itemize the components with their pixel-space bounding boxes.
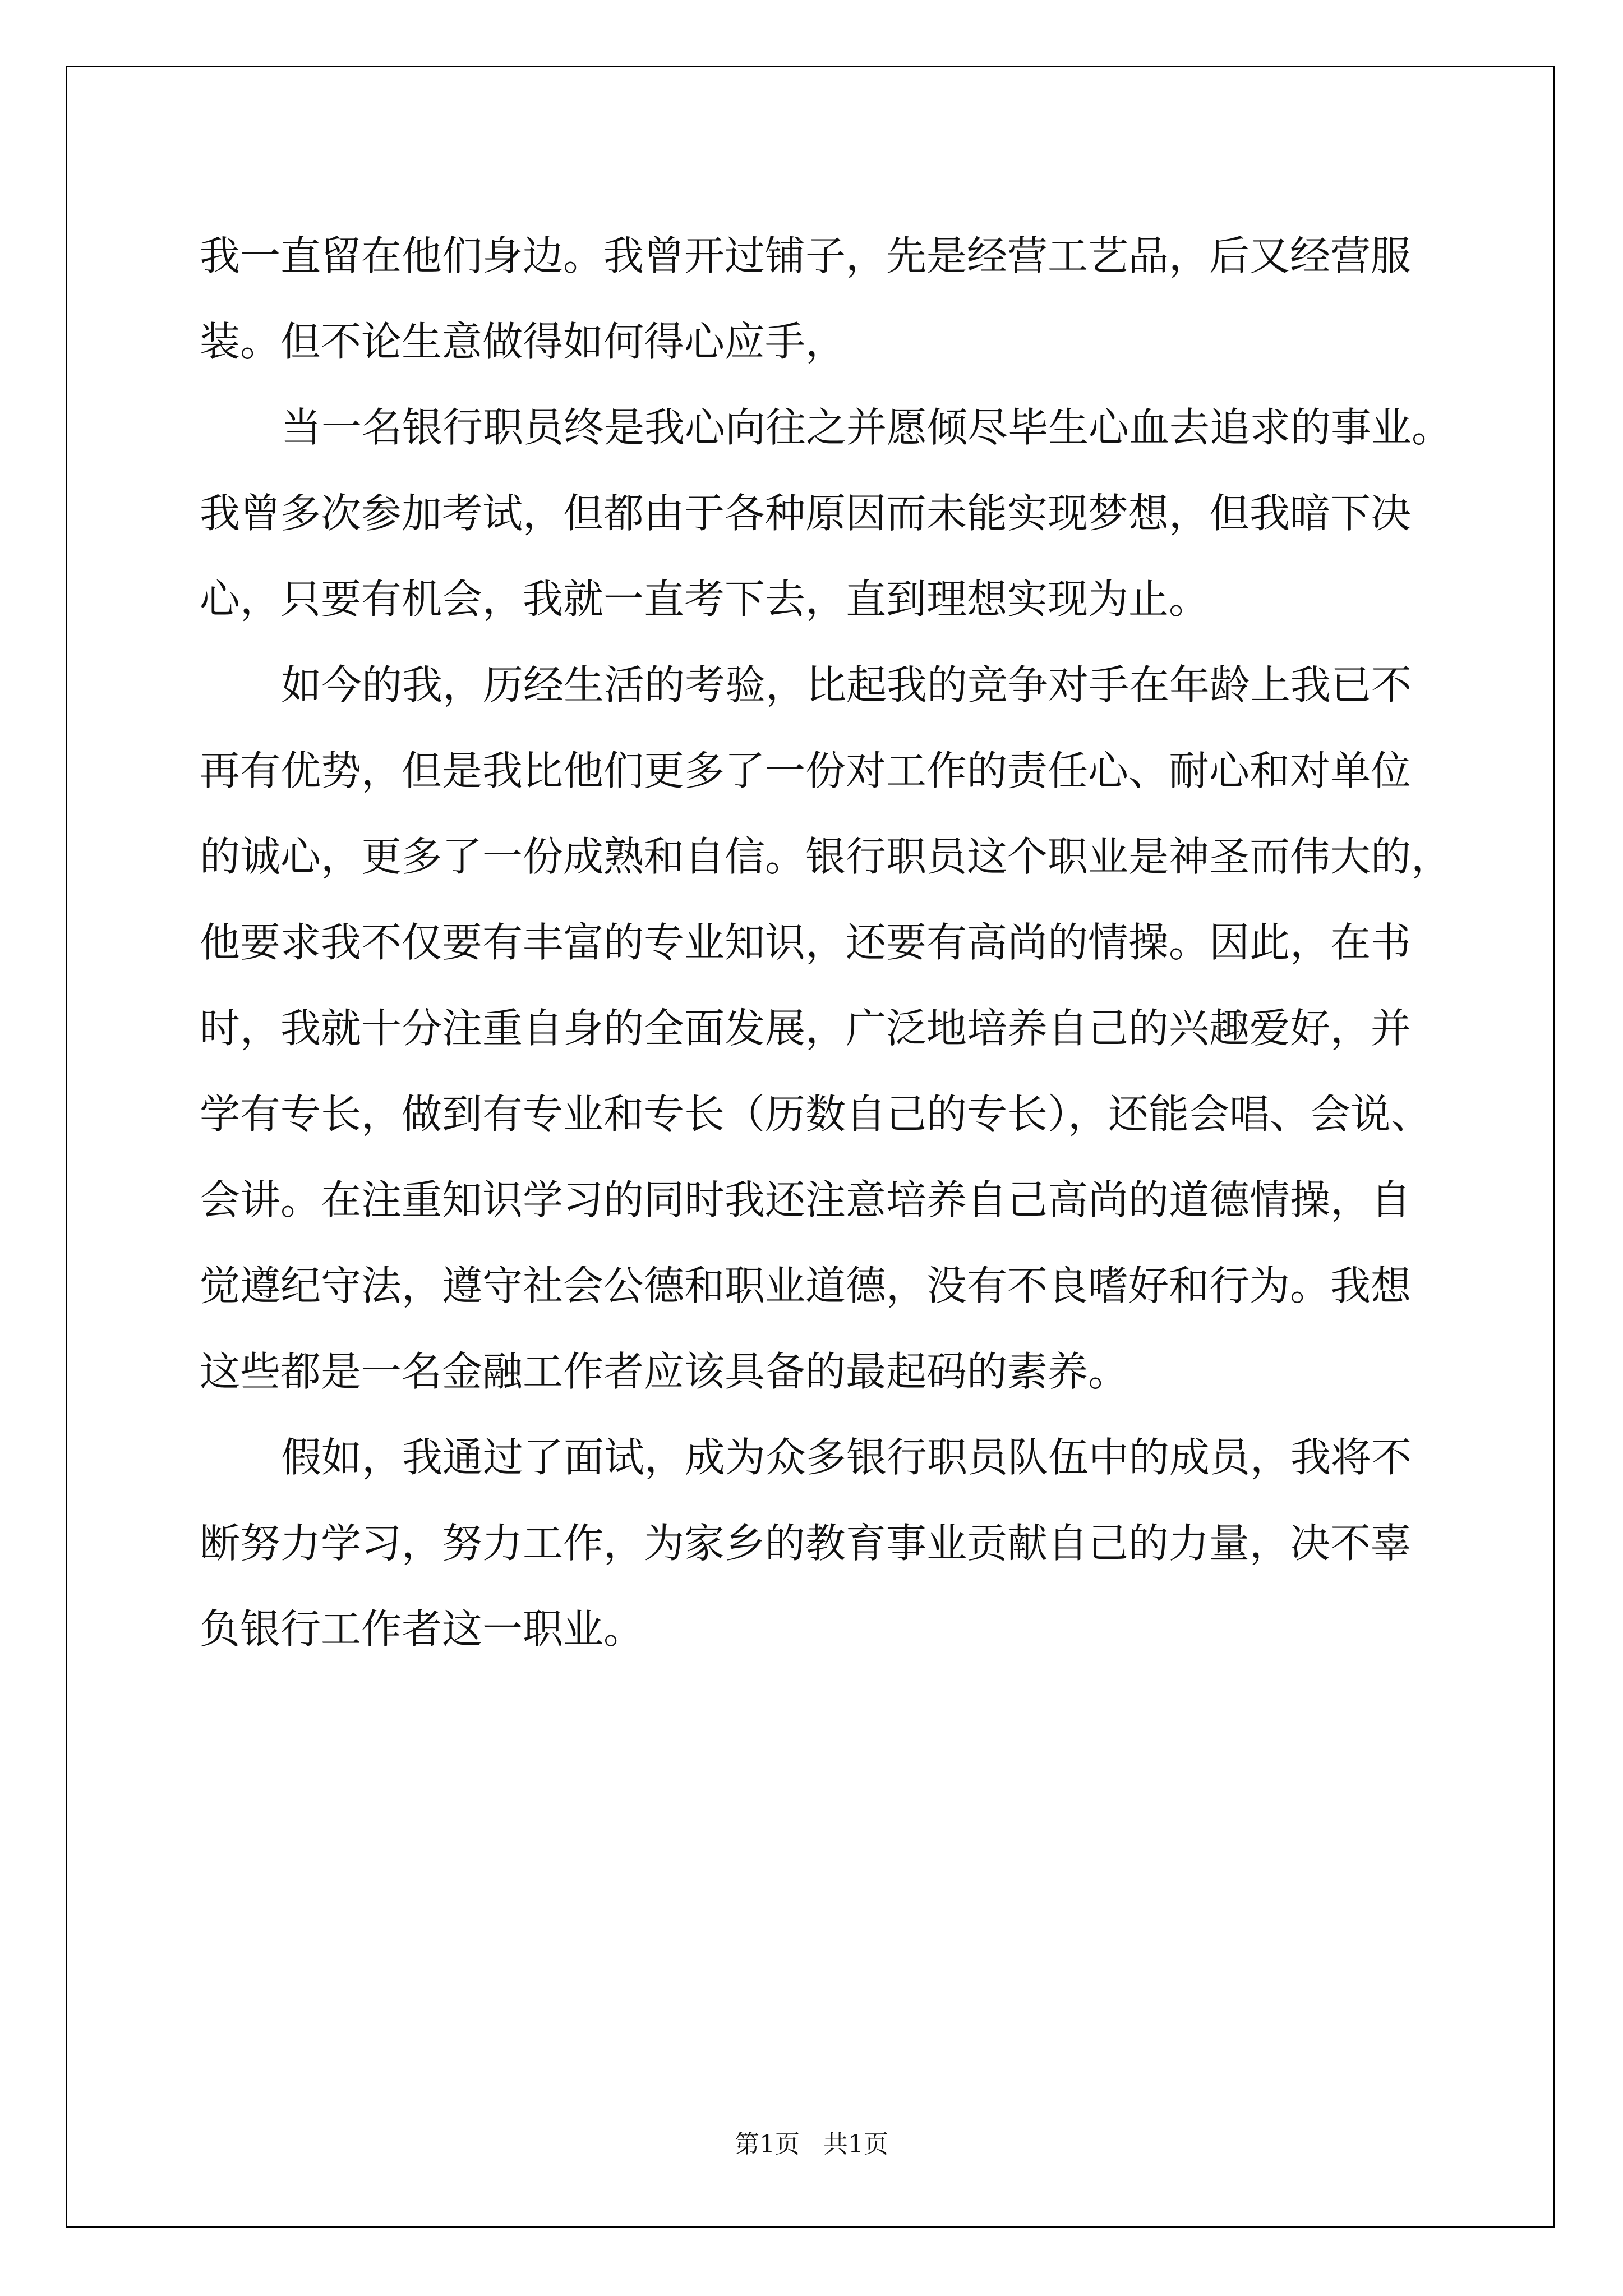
text-line: 装。但不论生意做得如何得心应手， xyxy=(200,318,846,365)
paragraph xyxy=(200,385,1453,642)
text-line: 再有优势，但是我比他们更多了一份对工作的责任心、耐心和对单位 xyxy=(200,747,1412,794)
text-line: 我曾多次参加考试，但都由于各种原因而未能实现梦想，但我暗下决 xyxy=(200,490,1412,537)
page-footer: 第1页 共1页 xyxy=(735,2130,888,2159)
paragraph xyxy=(200,1415,1433,1672)
text-line: 假如，我通过了面试，成为众多银行职员队伍中的成员，我将不 xyxy=(281,1434,1412,1481)
document-body xyxy=(200,213,1453,1672)
text-line: 这些都是一名金融工作者应该具备的最起码的素养。 xyxy=(200,1348,1129,1395)
text-line: 学有专长，做到有专业和专长（历数自己的专长），还能会唱、会说、 xyxy=(200,1091,1432,1138)
paragraph xyxy=(200,642,1452,1415)
text-line: 会讲。在注重知识学习的同时我还注意培养自己高尚的道德情操，自 xyxy=(200,1176,1412,1223)
text-line: 我一直留在他们身边。我曾开过铺子，先是经营工艺品，后又经营服 xyxy=(200,232,1412,279)
text-line: 觉遵纪守法，遵守社会公德和职业道德，没有不良嗜好和行为。我想 xyxy=(200,1262,1412,1309)
text-line: 的诚心，更多了一份成熟和自信。银行职员这个职业是神圣而伟大的， xyxy=(200,833,1452,880)
text-line: 负银行工作者这一职业。 xyxy=(200,1605,644,1653)
text-line: 时，我就十分注重自身的全面发展，广泛地培养自己的兴趣爱好，并 xyxy=(200,1005,1412,1052)
text-line: 如今的我，历经生活的考验，比起我的竞争对手在年龄上我已不 xyxy=(281,661,1412,708)
text-line: 他要求我不仅要有丰富的专业知识，还要有高尚的情操。因此，在书 xyxy=(200,919,1412,966)
text-line: 心，只要有机会，我就一直考下去，直到理想实现为止。 xyxy=(200,576,1210,623)
text-line: 当一名银行职员终是我心向往之并愿倾尽毕生心血去追求的事业。 xyxy=(281,404,1453,451)
paragraph xyxy=(200,213,1433,385)
text-line: 断努力学习，努力工作，为家乡的教育事业贡献自己的力量，决不辜 xyxy=(200,1520,1412,1567)
